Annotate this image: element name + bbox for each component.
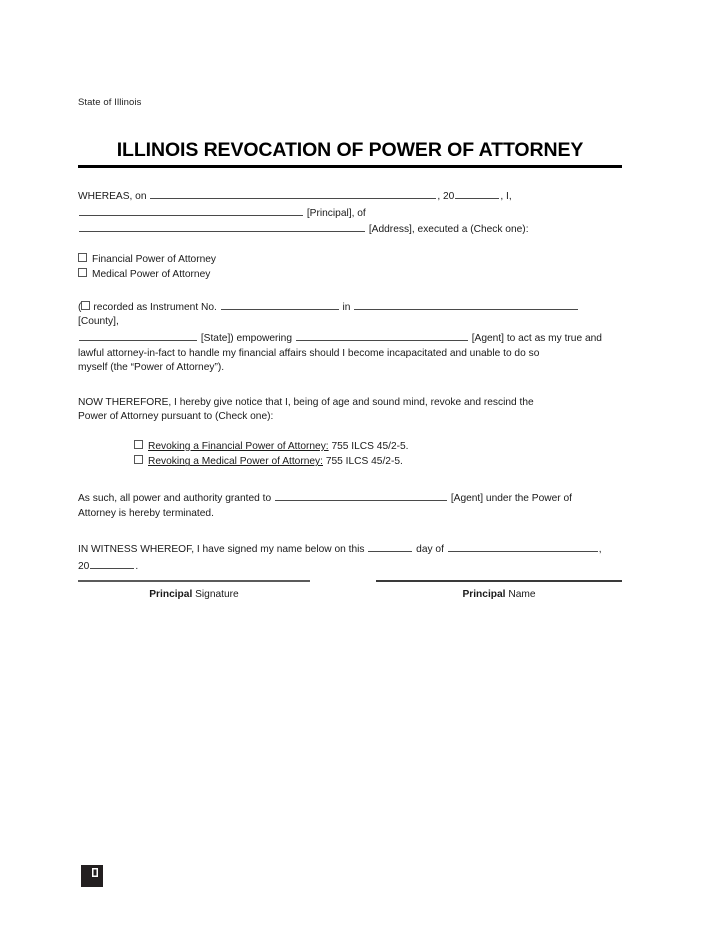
- address-blank[interactable]: [79, 221, 365, 232]
- agent-name-blank[interactable]: [296, 330, 468, 341]
- open-paren: (: [78, 301, 82, 313]
- address-tag: [Address], executed a (Check one):: [368, 224, 529, 236]
- witness-year-prefix: 20: [78, 560, 90, 572]
- witness-period: .: [135, 560, 139, 572]
- as-such-paragraph: [78, 490, 622, 521]
- recorded-instrument-paragraph: [78, 299, 622, 376]
- date-blank[interactable]: [150, 188, 436, 199]
- name-line[interactable]: [376, 580, 622, 582]
- witness-comma: ,: [598, 544, 602, 556]
- agent-termination-blank[interactable]: [275, 490, 447, 501]
- whereas-year-prefix: , 20: [437, 191, 455, 202]
- whereas-paragraph: [78, 188, 622, 238]
- recorded-line4: myself (the “Power of Attorney”).: [78, 362, 225, 374]
- now-therefore-line1: NOW THEREFORE, I hereby give notice that I, being of age and sound mind, revoke and rescind the: [78, 396, 534, 408]
- county-blank[interactable]: [354, 299, 578, 310]
- now-therefore-paragraph: [78, 396, 622, 425]
- checkbox-label-underlined: Revoking a Medical Power of Attorney:: [148, 456, 323, 468]
- checkbox-icon[interactable]: [134, 455, 143, 464]
- document-content: [78, 96, 622, 574]
- year-blank[interactable]: [455, 188, 499, 199]
- page-title: ILLINOIS REVOCATION OF POWER OF ATTORNEY: [116, 139, 584, 161]
- signature-line[interactable]: [78, 580, 310, 582]
- checkbox-icon[interactable]: [81, 301, 90, 310]
- recorded-lead: recorded as Instrument No.: [93, 301, 217, 313]
- checkbox-row-revoking-medical[interactable]: [134, 454, 622, 470]
- state-blank[interactable]: [79, 330, 197, 341]
- witness-year-blank[interactable]: [90, 558, 134, 569]
- checkbox-label: Medical Power of Attorney: [92, 269, 211, 281]
- checkbox-citation: 755 ILCS 45/2-5.: [322, 456, 403, 468]
- signature-caption-bold: Principal: [149, 589, 193, 600]
- signature-block: [78, 580, 622, 600]
- now-therefore-line2: Power of Attorney pursuant to (Check one):: [78, 411, 274, 423]
- title-underline-rule: [78, 165, 622, 168]
- poa-type-options: [78, 252, 622, 283]
- in-word: in: [342, 301, 351, 313]
- checkbox-row-financial-poa[interactable]: [78, 252, 622, 268]
- checkbox-row-medical-poa[interactable]: [78, 267, 622, 283]
- as-such-lead: As such, all power and authority granted to: [78, 492, 272, 504]
- checkbox-icon[interactable]: [78, 268, 87, 277]
- signature-caption: [78, 589, 310, 600]
- witness-day-of: day of: [416, 544, 444, 556]
- checkbox-label-underlined: Revoking a Financial Power of Attorney:: [148, 440, 329, 452]
- checkbox-citation: 755 ILCS 45/2-5.: [328, 440, 409, 452]
- name-caption-rest: Name: [505, 589, 536, 600]
- witness-lead: IN WITNESS WHEREOF, I have signed my name below on this: [78, 544, 365, 556]
- as-such-line2: Attorney is hereby terminated.: [78, 507, 214, 519]
- principal-name-field[interactable]: [376, 580, 622, 600]
- checkbox-row-revoking-financial[interactable]: [134, 439, 622, 455]
- principal-tag: [Principal], of: [306, 207, 366, 219]
- state-line: State of Illinois: [78, 97, 142, 108]
- checkbox-icon[interactable]: [134, 440, 143, 449]
- state-tag: [State]) empowering: [200, 332, 293, 344]
- whereas-lead: WHEREAS, on: [78, 191, 147, 202]
- day-blank[interactable]: [368, 541, 412, 552]
- checkbox-label: Financial Power of Attorney: [92, 253, 217, 265]
- county-tag: [County],: [78, 316, 119, 328]
- month-blank[interactable]: [448, 541, 598, 552]
- signature-caption-rest: Signature: [192, 589, 239, 600]
- instrument-number-blank[interactable]: [221, 299, 339, 310]
- whereas-i-label: , I,: [500, 191, 512, 202]
- principal-signature-field[interactable]: [78, 580, 310, 600]
- name-caption: [376, 589, 622, 600]
- checkbox-icon[interactable]: [78, 253, 87, 262]
- revoke-options: [78, 439, 622, 470]
- recorded-line3: lawful attorney-in-fact to handle my financial affairs should I become incapacitated and unable to do so: [78, 347, 540, 359]
- agent-tag: [Agent] to act as my true and: [471, 332, 602, 344]
- name-caption-bold: Principal: [462, 589, 506, 600]
- legal-templates-logo-icon: [80, 864, 104, 888]
- as-such-agent-tag: [Agent] under the Power of: [450, 492, 573, 504]
- principal-name-blank[interactable]: [79, 205, 303, 216]
- witness-paragraph: [78, 541, 622, 574]
